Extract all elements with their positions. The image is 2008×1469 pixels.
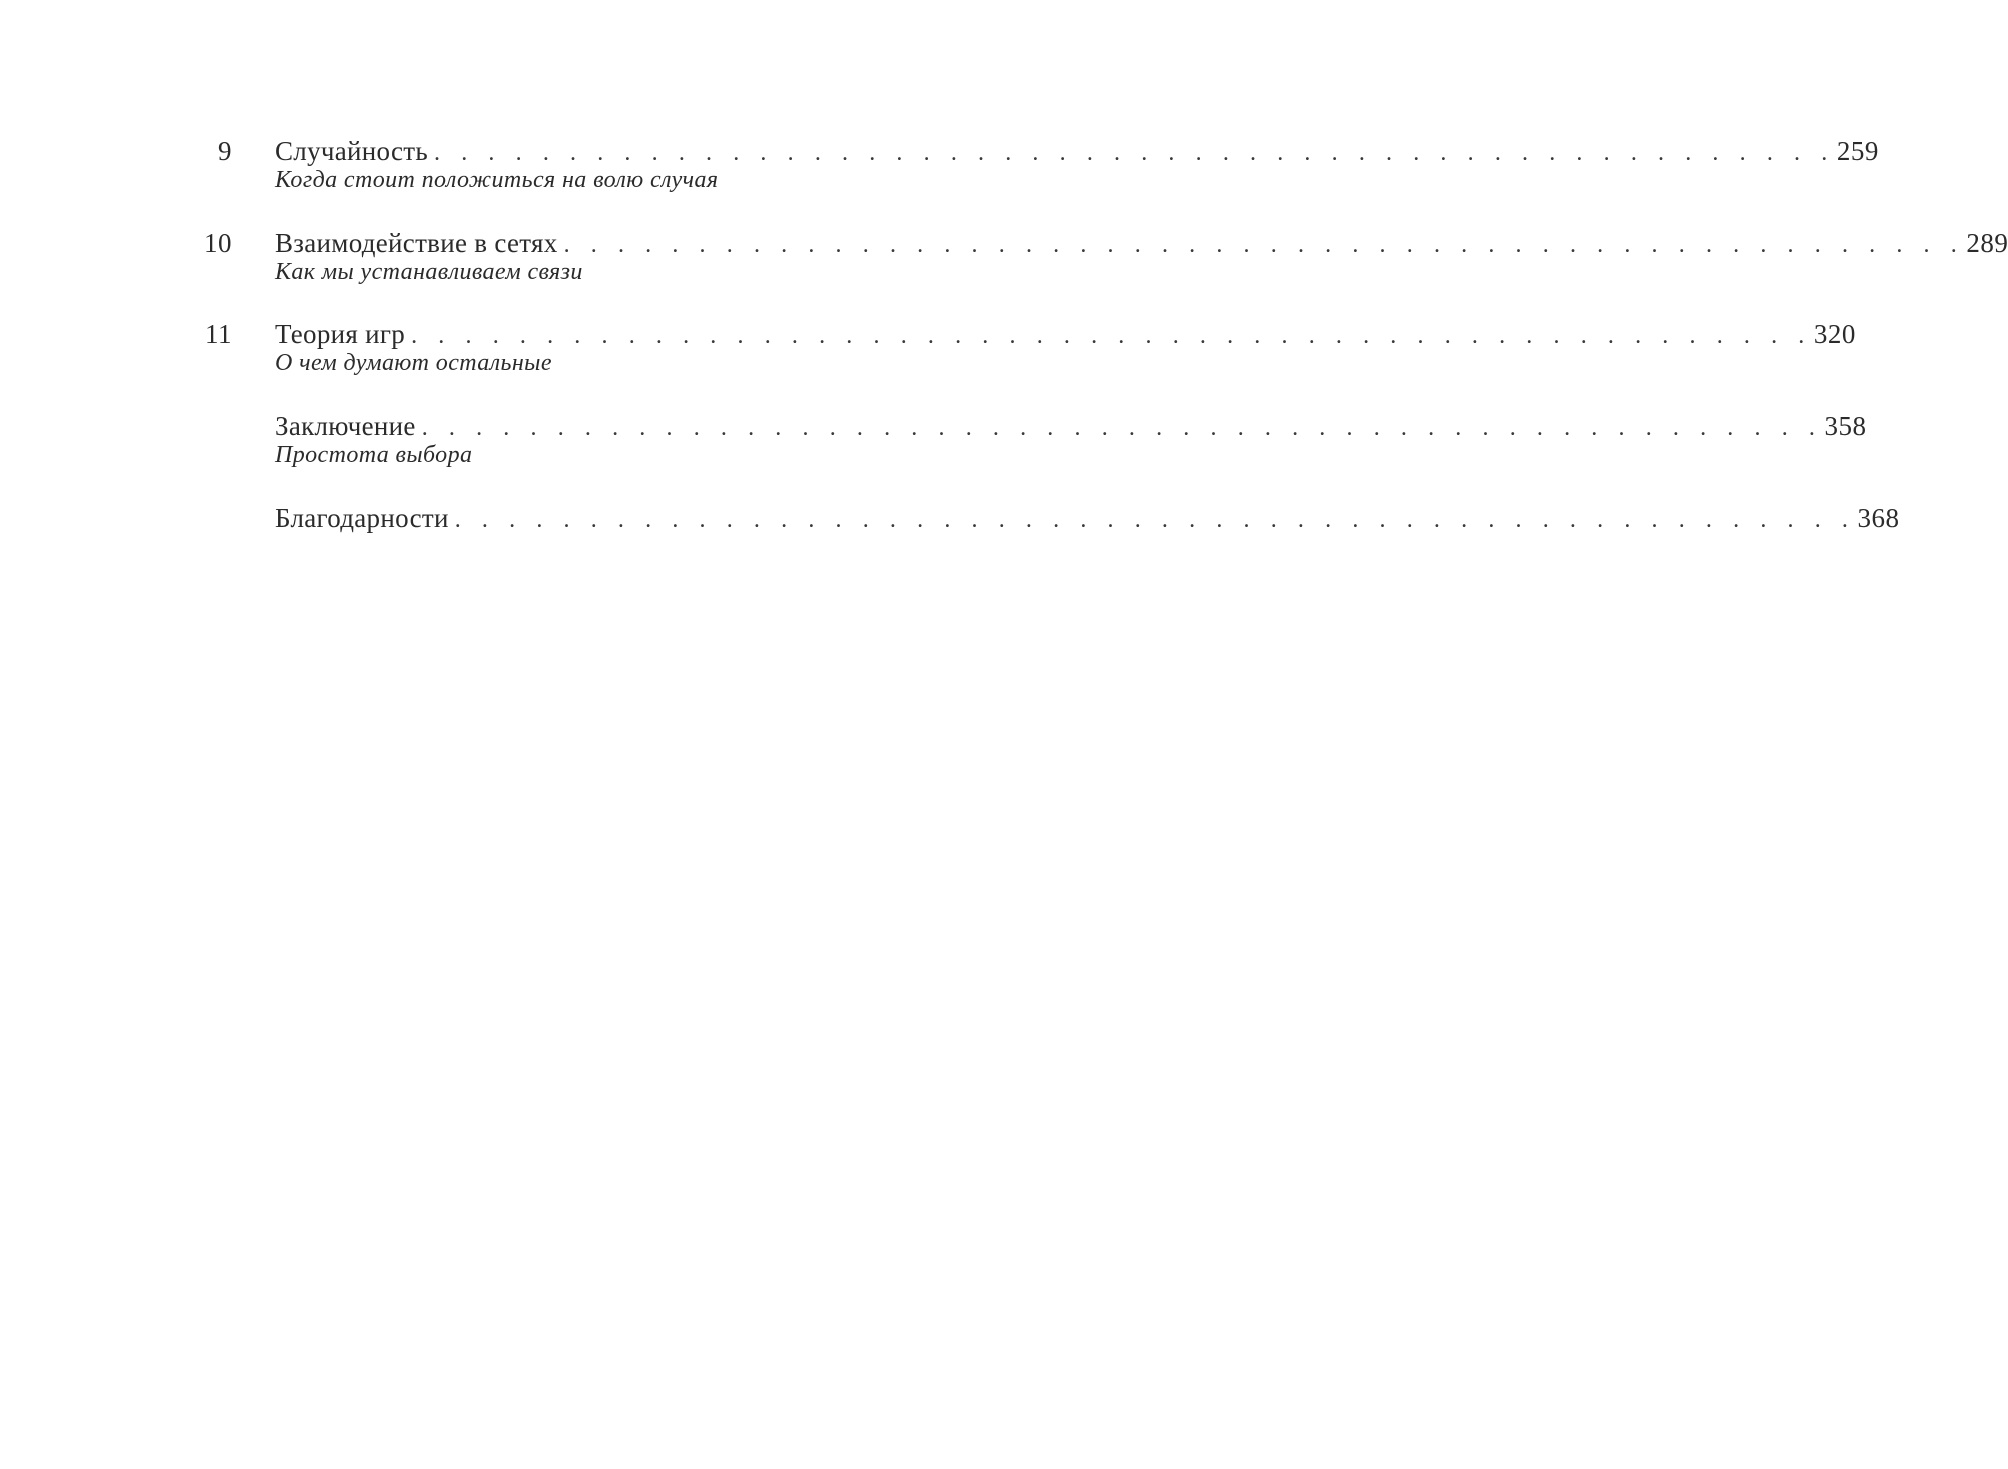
chapter-title: Случайность — [275, 136, 429, 166]
entry-title-line — [275, 134, 1879, 168]
entry-title-line — [275, 501, 1900, 535]
dot-leader: . . . . . . . . . . . . . . . . . . . . . . . . . . . . . . . . . . . . . . . . . . . . . . . . . . . . — [411, 323, 1812, 349]
chapter-title: Теория игр — [275, 319, 406, 349]
page-number: 368 — [1857, 503, 1900, 533]
page-number: 320 — [1813, 319, 1856, 349]
dot-leader: . . . . . . . . . . . . . . . . . . . . . . . . . . . . . . . . . . . . . . . . . . . . . . . . . . . . — [421, 415, 1823, 441]
toc-entry-chapter-9[interactable] — [0, 134, 1879, 204]
toc-entry-chapter-10[interactable] — [0, 226, 2008, 296]
chapter-subtitle: Когда стоит положиться на волю случая — [275, 167, 719, 193]
entry-title-line — [275, 409, 1867, 443]
entry-title-line — [275, 317, 1856, 351]
chapter-number: 10 — [204, 228, 232, 258]
chapter-subtitle: О чем думают остальные — [275, 350, 552, 376]
toc-entry-chapter-11[interactable] — [0, 317, 1856, 387]
chapter-number: 11 — [205, 319, 232, 349]
toc-entry-acknowledgements[interactable] — [0, 501, 1900, 571]
chapter-title: Заключение — [275, 411, 416, 441]
chapter-title: Взаимодействие в сетях — [275, 228, 558, 258]
dot-leader: . . . . . . . . . . . . . . . . . . . . . . . . . . . . . . . . . . . . . . . . . . . . . . . . . . . . — [563, 232, 1965, 258]
page-number: 289 — [1966, 228, 2008, 258]
chapter-subtitle: Как мы устанавливаем связи — [275, 259, 583, 285]
page-number: 358 — [1824, 411, 1867, 441]
page-number: 259 — [1836, 136, 1879, 166]
chapter-title: Благодарности — [275, 503, 449, 533]
dot-leader: . . . . . . . . . . . . . . . . . . . . . . . . . . . . . . . . . . . . . . . . . . . . . . . . . . . . — [454, 507, 1856, 533]
dot-leader: . . . . . . . . . . . . . . . . . . . . . . . . . . . . . . . . . . . . . . . . . . . . . . . . . . . . — [434, 140, 1835, 166]
entry-title-line — [275, 226, 2008, 260]
chapter-subtitle: Простота выбора — [275, 442, 473, 468]
toc-entry-conclusion[interactable] — [0, 409, 1867, 479]
chapter-number: 9 — [218, 136, 232, 166]
